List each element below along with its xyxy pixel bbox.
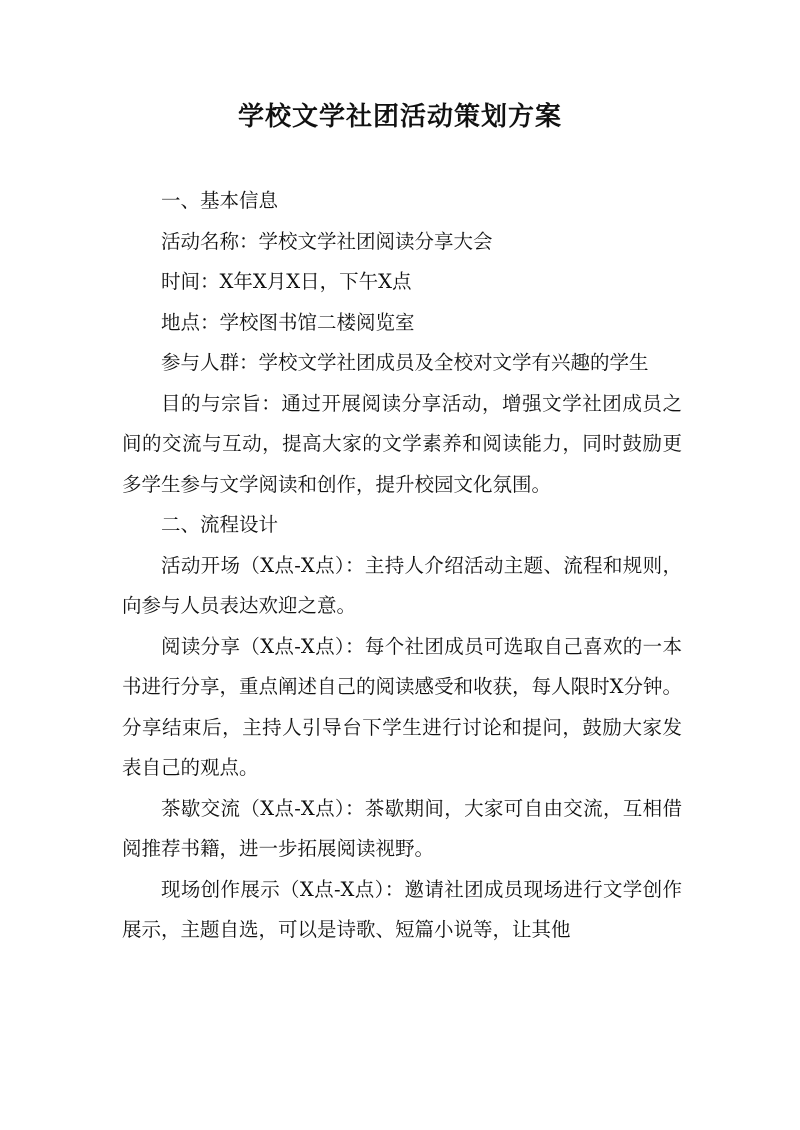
activity-participants: 参与人群：学校文学社团成员及全校对文学有兴趣的学生 xyxy=(161,351,649,374)
process-tea-break: 茶歇交流（X点-X点）：茶歇期间，大家可自由交流，互相借阅推荐书籍，进一步拓展阅读视野。 xyxy=(122,796,682,860)
activity-time: 时间：X年X月X日，下午X点 xyxy=(161,270,412,293)
document-body xyxy=(122,181,682,951)
activity-location: 地点：学校图书馆二楼阅览室 xyxy=(161,310,415,334)
process-creation-show: 现场创作展示（X点-X点）：邀请社团成员现场进行文学创作展示，主题自选，可以是诗歌、短篇小说等，让其他 xyxy=(122,877,682,941)
activity-purpose: 目的与宗旨：通过开展阅读分享活动，增强文学社团成员之间的交流与互动，提高大家的文学素养和阅读能力，同时鼓励更多学生参与文学阅读和创作，提升校园文化氛围。 xyxy=(122,391,682,496)
process-reading-share: 阅读分享（X点-X点）：每个社团成员可选取自己喜欢的一本书进行分享，重点阐述自己的阅读感受和收获，每人限时X分钟。分享结束后，主持人引导台下学生进行讨论和提问，鼓励大家发表自己的观点。 xyxy=(122,634,682,779)
document-title: 学校文学社团活动策划方案 xyxy=(237,102,562,132)
section-heading-process: 二、流程设计 xyxy=(161,513,279,536)
process-opening: 活动开场（X点-X点）：主持人介绍活动主题、流程和规则，向参与人员表达欢迎之意。 xyxy=(122,553,682,617)
activity-name: 活动名称：学校文学社团阅读分享大会 xyxy=(161,229,493,253)
section-heading-basic-info: 一、基本信息 xyxy=(161,189,279,212)
